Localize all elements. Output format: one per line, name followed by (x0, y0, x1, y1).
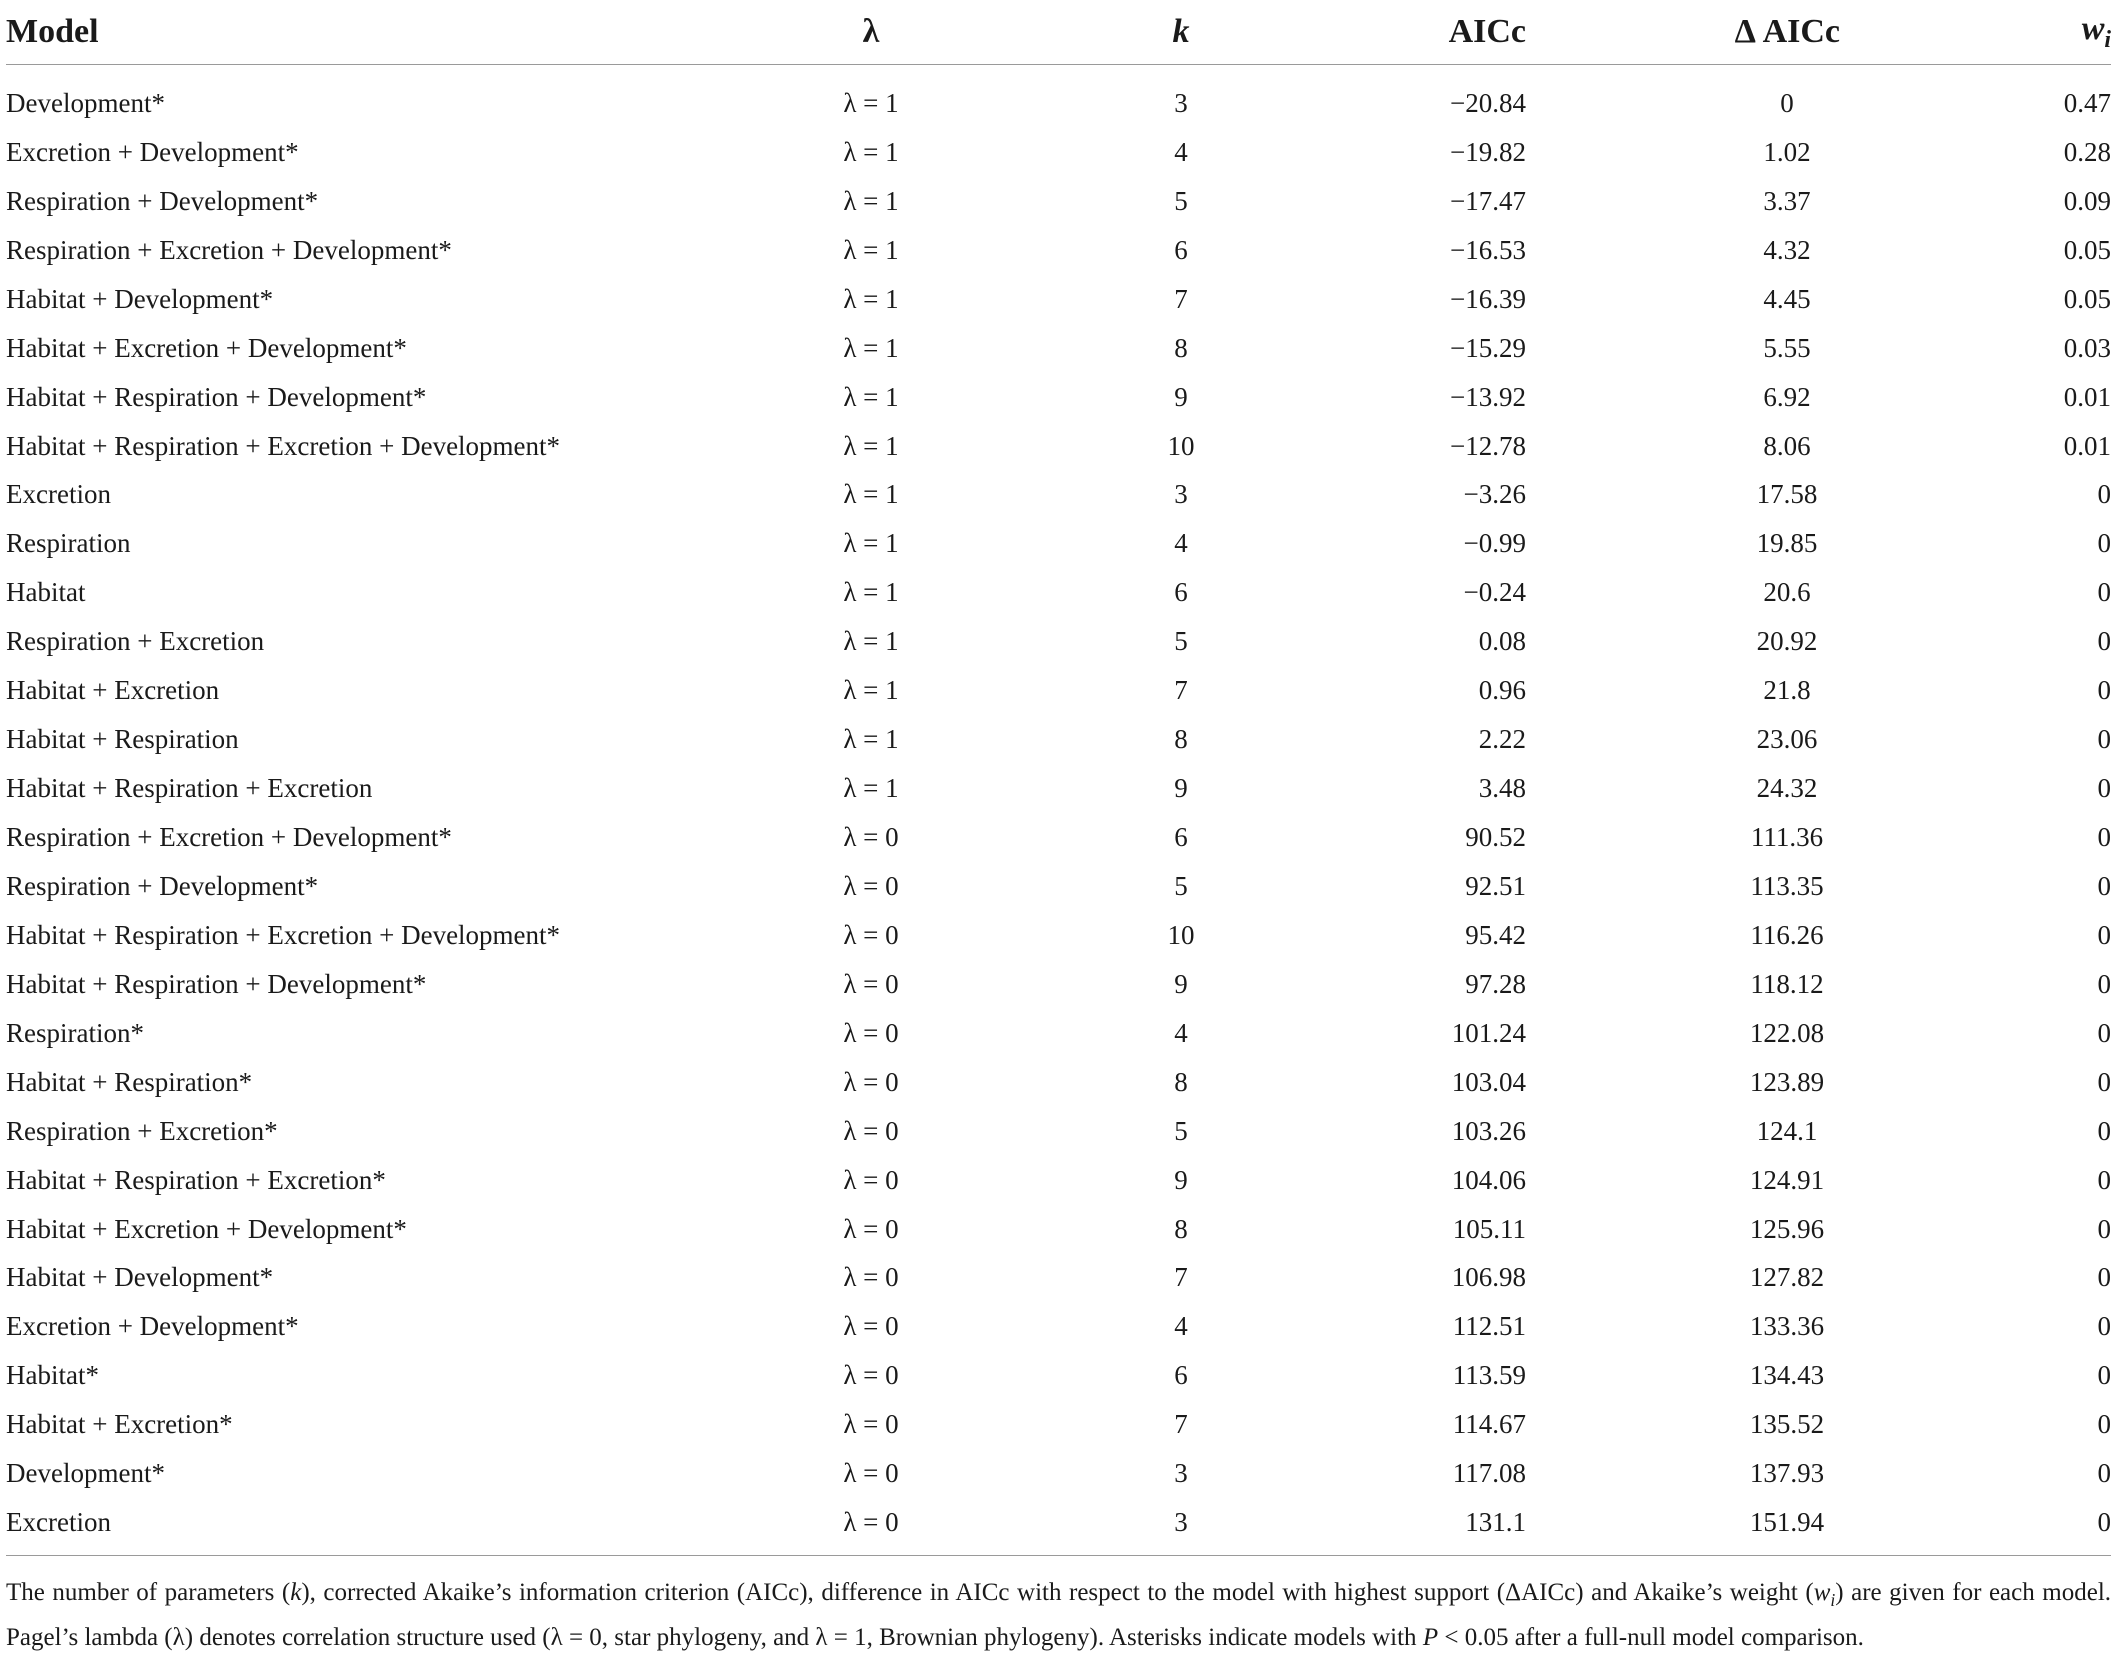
table-row (6, 715, 2111, 764)
cell-weight: 0 (2097, 773, 2111, 804)
cell-lambda: λ = 1 (843, 528, 899, 559)
cell-delta-aicc-value: 3.37 (1763, 185, 1811, 216)
cell-delta-aicc-value: 124.91 (1749, 1164, 1825, 1195)
header-delta-aicc-label: Δ AICc (1734, 13, 1840, 50)
cell-weight: 0 (2097, 1066, 2111, 1097)
cell-delta-aicc-value: 123.89 (1749, 1066, 1825, 1097)
cell-model: Habitat + Respiration + Excretion + Development* (6, 430, 561, 461)
cell-aicc: −16.39 (1450, 283, 1526, 314)
cell-lambda: λ = 1 (843, 136, 899, 167)
header-delta-aicc (1526, 0, 1926, 65)
cell-model: Development* (6, 87, 165, 118)
cell-lambda: λ = 0 (843, 1458, 899, 1489)
table-row (6, 1107, 2111, 1156)
cell-aicc: −17.47 (1450, 185, 1526, 216)
cell-model: Excretion + Development* (6, 1311, 299, 1342)
header-aicc-label: AICc (1448, 13, 1526, 50)
cell-weight: 0.05 (2063, 234, 2111, 265)
cell-delta-aicc (1526, 65, 1926, 128)
footnote-k: k (290, 1579, 302, 1606)
table-row (6, 519, 2111, 568)
table-row (6, 1009, 2111, 1058)
header-model: Model (6, 0, 706, 65)
cell-weight: 0 (2097, 528, 2111, 559)
cell-weight: 0 (2097, 1164, 2111, 1195)
cell-aicc: 103.04 (1451, 1066, 1526, 1097)
cell-delta-aicc-value: 19.85 (1756, 528, 1818, 559)
cell-k: 10 (1167, 430, 1195, 461)
cell-model: Habitat (6, 577, 86, 608)
cell-aicc: −13.92 (1450, 381, 1526, 412)
cell-model: Respiration + Excretion + Development* (6, 234, 452, 265)
table-row (6, 813, 2111, 862)
cell-delta-aicc-value: 125.96 (1749, 1213, 1825, 1244)
cell-weight: 0 (2097, 626, 2111, 657)
cell-k: 6 (1174, 234, 1188, 265)
cell-lambda: λ = 1 (843, 724, 899, 755)
cell-delta-aicc (1526, 1351, 1926, 1400)
cell-model: Habitat + Development* (6, 1262, 274, 1293)
cell-k: 9 (1174, 381, 1188, 412)
cell-k: 6 (1174, 577, 1188, 608)
cell-model: Respiration + Development* (6, 185, 319, 216)
cell-delta-aicc-value: 127.82 (1749, 1262, 1825, 1293)
cell-aicc: −15.29 (1450, 332, 1526, 363)
cell-delta-aicc-value: 151.94 (1749, 1507, 1825, 1538)
results-table-container (6, 0, 2111, 1557)
cell-model: Excretion (6, 1507, 111, 1538)
cell-weight: 0.05 (2063, 283, 2111, 314)
cell-delta-aicc (1526, 862, 1926, 911)
cell-model: Respiration (6, 528, 131, 559)
cell-model: Excretion (6, 479, 111, 510)
cell-model: Respiration + Excretion* (6, 1115, 278, 1146)
cell-delta-aicc-value: 21.8 (1763, 675, 1811, 706)
cell-lambda: λ = 0 (843, 1311, 899, 1342)
cell-delta-aicc-value: 4.45 (1763, 283, 1811, 314)
cell-delta-aicc (1526, 275, 1926, 324)
cell-delta-aicc (1526, 422, 1926, 471)
footnote-w: w (1813, 1579, 1831, 1606)
cell-k: 5 (1174, 870, 1188, 901)
cell-lambda: λ = 0 (843, 1507, 899, 1538)
header-row (6, 0, 2111, 65)
cell-delta-aicc (1526, 813, 1926, 862)
cell-aicc: 131.1 (1465, 1507, 1526, 1538)
cell-delta-aicc-value: 20.6 (1763, 577, 1811, 608)
table-row (6, 617, 2111, 666)
table-row (6, 65, 2111, 128)
cell-delta-aicc (1526, 1302, 1926, 1351)
cell-delta-aicc-value: 118.12 (1750, 968, 1824, 999)
cell-aicc: 3.48 (1478, 773, 1526, 804)
cell-delta-aicc (1526, 617, 1926, 666)
cell-lambda: λ = 1 (843, 773, 899, 804)
table-row (6, 568, 2111, 617)
cell-weight: 0 (2097, 675, 2111, 706)
cell-k: 8 (1174, 724, 1188, 755)
cell-weight: 0 (2097, 1360, 2111, 1391)
cell-weight: 0 (2097, 870, 2111, 901)
cell-k: 8 (1174, 1213, 1188, 1244)
cell-k: 5 (1174, 626, 1188, 657)
cell-delta-aicc-value: 23.06 (1756, 724, 1818, 755)
table-row (6, 862, 2111, 911)
header-aicc (1326, 0, 1526, 65)
cell-delta-aicc (1526, 1009, 1926, 1058)
cell-weight: 0 (2097, 822, 2111, 853)
model-comparison-table (6, 0, 2111, 1557)
cell-delta-aicc (1526, 519, 1926, 568)
cell-aicc: 106.98 (1451, 1262, 1526, 1293)
table-row (6, 666, 2111, 715)
cell-k: 7 (1174, 283, 1188, 314)
cell-delta-aicc (1526, 960, 1926, 1009)
cell-lambda: λ = 1 (843, 234, 899, 265)
table-row (6, 1498, 2111, 1557)
cell-lambda: λ = 1 (843, 381, 899, 412)
table-footnote (6, 1574, 2111, 1656)
cell-k: 5 (1174, 1115, 1188, 1146)
cell-weight: 0.47 (2063, 87, 2111, 118)
cell-delta-aicc-value: 6.92 (1763, 381, 1811, 412)
cell-k: 9 (1174, 773, 1188, 804)
cell-delta-aicc (1526, 1058, 1926, 1107)
cell-delta-aicc (1526, 1254, 1926, 1303)
table-row (6, 1302, 2111, 1351)
cell-delta-aicc (1526, 1400, 1926, 1449)
header-k: k (1036, 0, 1326, 65)
table-row (6, 226, 2111, 275)
table-row (6, 128, 2111, 177)
cell-k: 3 (1174, 1507, 1188, 1538)
cell-delta-aicc (1526, 715, 1926, 764)
cell-model: Habitat + Excretion* (6, 1409, 233, 1440)
cell-aicc: 2.22 (1478, 724, 1526, 755)
cell-model: Respiration + Development* (6, 870, 319, 901)
footnote-part-4: < 0.05 after a full-null model comparison. (1438, 1624, 1864, 1651)
cell-delta-aicc (1526, 177, 1926, 226)
cell-k: 10 (1167, 919, 1195, 950)
cell-k: 6 (1174, 1360, 1188, 1391)
cell-aicc: 0.96 (1478, 675, 1526, 706)
cell-lambda: λ = 0 (843, 822, 899, 853)
cell-lambda: λ = 0 (843, 1409, 899, 1440)
header-lambda: λ (706, 0, 1036, 65)
table-row (6, 764, 2111, 813)
table-row (6, 373, 2111, 422)
cell-model: Habitat + Respiration + Excretion* (6, 1164, 386, 1195)
cell-k: 3 (1174, 87, 1188, 118)
cell-delta-aicc (1526, 911, 1926, 960)
cell-lambda: λ = 0 (843, 968, 899, 999)
cell-aicc: 114.67 (1452, 1409, 1526, 1440)
cell-delta-aicc-value: 5.55 (1763, 332, 1811, 363)
cell-aicc: 92.51 (1465, 870, 1526, 901)
table-row (6, 177, 2111, 226)
cell-k: 6 (1174, 822, 1188, 853)
cell-delta-aicc-value: 135.52 (1749, 1409, 1825, 1440)
cell-lambda: λ = 1 (843, 185, 899, 216)
cell-lambda: λ = 1 (843, 675, 899, 706)
table-row (6, 1400, 2111, 1449)
cell-lambda: λ = 1 (843, 626, 899, 657)
cell-weight: 0 (2097, 1262, 2111, 1293)
cell-weight: 0.01 (2063, 430, 2111, 461)
cell-k: 3 (1174, 1458, 1188, 1489)
cell-delta-aicc (1526, 128, 1926, 177)
footnote-part-3: ) are given for each model. Pagel’s lambda (λ) denotes correlation structure used (λ = 0, star phylogeny, and λ = 1, Brownian phylogeny). Asterisks indicate models with (6, 1579, 2112, 1651)
cell-delta-aicc-value: 122.08 (1749, 1017, 1825, 1048)
cell-model: Habitat + Respiration* (6, 1066, 253, 1097)
cell-k: 7 (1174, 675, 1188, 706)
cell-delta-aicc-value: 111.36 (1750, 822, 1824, 853)
cell-model: Respiration + Excretion (6, 626, 265, 657)
cell-aicc: −19.82 (1450, 136, 1526, 167)
table-row (6, 1058, 2111, 1107)
cell-delta-aicc (1526, 1449, 1926, 1498)
cell-delta-aicc-value: 4.32 (1763, 234, 1811, 265)
cell-model: Respiration* (6, 1017, 144, 1048)
header-weight-sub: i (2104, 26, 2111, 53)
table-row (6, 471, 2111, 520)
cell-delta-aicc-value: 113.35 (1750, 870, 1824, 901)
cell-weight: 0 (2097, 1115, 2111, 1146)
cell-model: Habitat + Respiration + Excretion + Development* (6, 919, 561, 950)
cell-delta-aicc-value: 17.58 (1756, 479, 1818, 510)
cell-k: 9 (1174, 1164, 1188, 1195)
cell-lambda: λ = 1 (843, 332, 899, 363)
cell-lambda: λ = 1 (843, 430, 899, 461)
cell-model: Habitat + Excretion + Development* (6, 1213, 407, 1244)
footnote-w-sub: i (1830, 1590, 1836, 1610)
cell-k: 4 (1174, 1017, 1188, 1048)
cell-aicc: 117.08 (1452, 1458, 1526, 1489)
table-body (6, 65, 2111, 1558)
cell-model: Habitat + Respiration (6, 724, 239, 755)
cell-k: 4 (1174, 528, 1188, 559)
cell-lambda: λ = 0 (843, 1066, 899, 1097)
cell-aicc: 95.42 (1465, 919, 1526, 950)
cell-weight: 0 (2097, 724, 2111, 755)
cell-weight: 0.01 (2063, 381, 2111, 412)
cell-aicc: 113.59 (1452, 1360, 1526, 1391)
cell-aicc: 90.52 (1465, 822, 1526, 853)
cell-delta-aicc (1526, 226, 1926, 275)
cell-lambda: λ = 0 (843, 1115, 899, 1146)
cell-k: 4 (1174, 136, 1188, 167)
table-row (6, 1351, 2111, 1400)
table-row (6, 911, 2111, 960)
footnote-p: P (1422, 1624, 1439, 1651)
cell-delta-aicc-value: 20.92 (1756, 626, 1818, 657)
cell-model: Respiration + Excretion + Development* (6, 822, 452, 853)
cell-delta-aicc-value: 1.02 (1763, 136, 1811, 167)
cell-delta-aicc (1526, 764, 1926, 813)
cell-model: Habitat + Respiration + Excretion (6, 773, 373, 804)
cell-aicc: 112.51 (1452, 1311, 1526, 1342)
cell-weight: 0 (2097, 1213, 2111, 1244)
cell-aicc: 105.11 (1452, 1213, 1526, 1244)
header-weight-w: w (2081, 10, 2105, 48)
cell-aicc: 0.08 (1478, 626, 1526, 657)
footnote-part-2: ), corrected Akaike’s information criterion (AICc), difference in AICc with respect to the model with highest support (ΔAICc) and Akaike’s weight ( (301, 1579, 1814, 1606)
cell-k: 9 (1174, 968, 1188, 999)
table-row (6, 1205, 2111, 1254)
cell-aicc: −0.99 (1463, 528, 1526, 559)
cell-k: 4 (1174, 1311, 1188, 1342)
cell-lambda: λ = 1 (843, 479, 899, 510)
cell-model: Habitat + Respiration + Development* (6, 381, 427, 412)
cell-weight: 0.28 (2063, 136, 2111, 167)
cell-model: Habitat + Respiration + Development* (6, 968, 427, 999)
cell-aicc: 104.06 (1451, 1164, 1526, 1195)
cell-weight: 0 (2097, 577, 2111, 608)
cell-weight: 0 (2097, 1507, 2111, 1538)
cell-delta-aicc (1526, 1156, 1926, 1205)
cell-aicc: 101.24 (1451, 1017, 1526, 1048)
footnote-part-1: The number of parameters ( (6, 1579, 291, 1606)
cell-weight: 0 (2097, 968, 2111, 999)
cell-weight: 0 (2097, 479, 2111, 510)
cell-aicc: −16.53 (1450, 234, 1526, 265)
table-row (6, 960, 2111, 1009)
cell-delta-aicc (1526, 324, 1926, 373)
cell-weight: 0.03 (2063, 332, 2111, 363)
cell-aicc: −0.24 (1463, 577, 1526, 608)
table-row (6, 1449, 2111, 1498)
header-weight (1926, 0, 2111, 65)
cell-k: 3 (1174, 479, 1188, 510)
cell-delta-aicc (1526, 471, 1926, 520)
cell-k: 5 (1174, 185, 1188, 216)
table-row (6, 1254, 2111, 1303)
cell-delta-aicc-value: 134.43 (1749, 1360, 1825, 1391)
cell-delta-aicc-value: 133.36 (1749, 1311, 1825, 1342)
cell-k: 7 (1174, 1409, 1188, 1440)
cell-delta-aicc (1526, 1107, 1926, 1156)
cell-delta-aicc-value: 116.26 (1750, 919, 1824, 950)
cell-delta-aicc-value: 0 (1780, 87, 1794, 118)
cell-weight: 0.09 (2063, 185, 2111, 216)
cell-lambda: λ = 1 (843, 577, 899, 608)
cell-weight: 0 (2097, 1017, 2111, 1048)
table-row (6, 324, 2111, 373)
cell-aicc: −12.78 (1450, 430, 1526, 461)
cell-delta-aicc (1526, 373, 1926, 422)
cell-model: Habitat + Excretion (6, 675, 220, 706)
table-row (6, 275, 2111, 324)
cell-k: 8 (1174, 332, 1188, 363)
cell-delta-aicc-value: 8.06 (1763, 430, 1811, 461)
cell-lambda: λ = 0 (843, 1164, 899, 1195)
cell-model: Development* (6, 1458, 165, 1489)
cell-delta-aicc-value: 124.1 (1756, 1115, 1818, 1146)
cell-lambda: λ = 0 (843, 1262, 899, 1293)
cell-lambda: λ = 0 (843, 919, 899, 950)
cell-lambda: λ = 1 (843, 87, 899, 118)
cell-delta-aicc-value: 24.32 (1756, 773, 1818, 804)
cell-delta-aicc (1526, 1205, 1926, 1254)
cell-weight: 0 (2097, 1409, 2111, 1440)
cell-aicc: 97.28 (1465, 968, 1526, 999)
cell-aicc: 103.26 (1451, 1115, 1526, 1146)
cell-k: 8 (1174, 1066, 1188, 1097)
cell-weight: 0 (2097, 1458, 2111, 1489)
cell-lambda: λ = 0 (843, 1213, 899, 1244)
cell-aicc: −3.26 (1463, 479, 1526, 510)
cell-model: Habitat* (6, 1360, 99, 1391)
table-row (6, 1156, 2111, 1205)
cell-lambda: λ = 0 (843, 1017, 899, 1048)
table-bottom-rule (6, 1555, 2111, 1556)
table-row (6, 422, 2111, 471)
cell-lambda: λ = 1 (843, 283, 899, 314)
cell-delta-aicc-value: 137.93 (1749, 1458, 1825, 1489)
cell-model: Excretion + Development* (6, 136, 299, 167)
cell-lambda: λ = 0 (843, 1360, 899, 1391)
cell-delta-aicc (1526, 568, 1926, 617)
cell-delta-aicc (1526, 1498, 1926, 1557)
cell-k: 7 (1174, 1262, 1188, 1293)
cell-weight: 0 (2097, 919, 2111, 950)
cell-delta-aicc (1526, 666, 1926, 715)
cell-aicc: −20.84 (1450, 87, 1526, 118)
cell-weight: 0 (2097, 1311, 2111, 1342)
cell-lambda: λ = 0 (843, 870, 899, 901)
cell-model: Habitat + Development* (6, 283, 274, 314)
table-header (6, 0, 2111, 65)
cell-model: Habitat + Excretion + Development* (6, 332, 407, 363)
